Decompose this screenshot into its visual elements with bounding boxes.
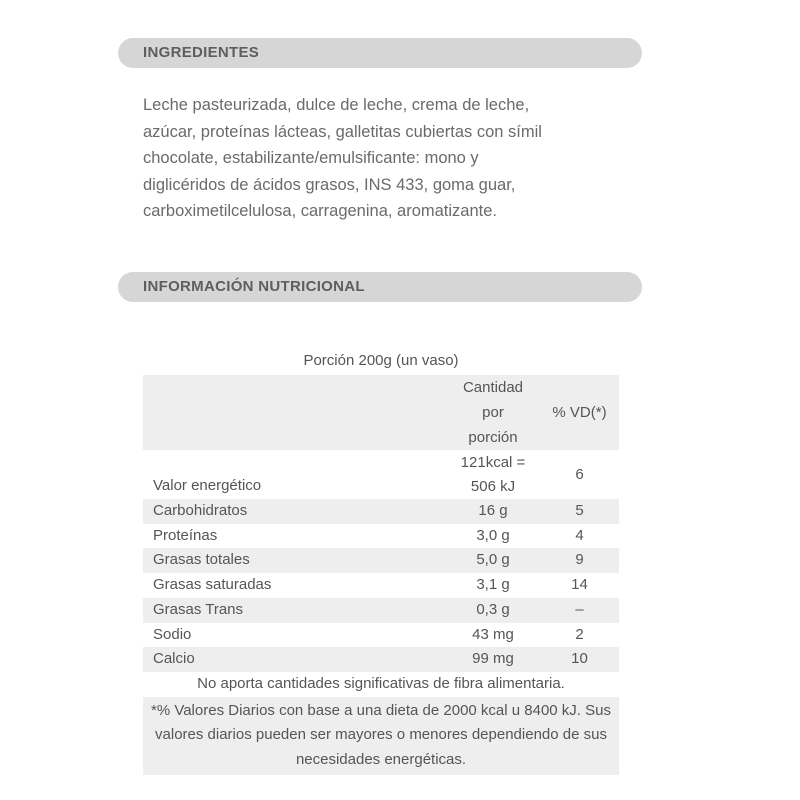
- table-row: [143, 623, 619, 648]
- nutrient-label: Grasas saturadas: [153, 576, 272, 594]
- ingredients-line: carboximetilcelulosa, carragenina, aromatizante.: [143, 202, 498, 220]
- ingredients-line: azúcar, proteínas lácteas, galletitas cubiertas con símil: [143, 122, 542, 141]
- fiber-note-row: [143, 672, 619, 697]
- table-row: [143, 598, 619, 623]
- ingredients-line: Leche pasteurizada, dulce de leche, crema de leche,: [143, 96, 530, 114]
- nutrient-amount: 3,0 g: [476, 526, 510, 544]
- amount-header-line: por: [482, 404, 504, 421]
- nutrient-label: Sodio: [153, 625, 192, 643]
- nutrient-dv: 5: [540, 499, 619, 524]
- nutrient-dv: –: [540, 598, 619, 623]
- nutrient-amount: 43 mg: [472, 625, 514, 643]
- dv-column-header: % VD(*): [540, 375, 619, 450]
- energy-kcal: 121kcal =: [460, 453, 526, 471]
- header-blank-cell: [143, 375, 446, 450]
- nutrient-dv: 14: [571, 576, 588, 594]
- energy-kj: 506 kJ: [470, 477, 516, 495]
- ingredients-text: [143, 92, 623, 225]
- nutrition-table: [143, 375, 619, 775]
- dv-footnote: *% Valores Diarios con base a una dieta de 2000 kcal u 8400 kJ. Sus valores diarios pueden ser mayores o menores dependiendo de sus necesidades energéticas.: [143, 697, 619, 775]
- table-row-energy: [143, 450, 619, 499]
- amount-header-line: Cantidad: [462, 379, 524, 396]
- ingredients-line: chocolate, estabilizante/emulsificante: mono y: [143, 149, 479, 167]
- table-row: [143, 524, 619, 549]
- nutrient-amount: 3,1 g: [476, 576, 510, 594]
- nutrient-label: Grasas Trans: [143, 598, 446, 623]
- table-row: [143, 573, 619, 598]
- ingredients-header: INGREDIENTES: [118, 38, 642, 68]
- table-header-row: [143, 375, 619, 450]
- nutrient-label: Valor energético: [153, 477, 262, 494]
- nutrient-amount: [446, 450, 540, 499]
- nutrient-dv: 2: [575, 625, 584, 643]
- ingredients-line: diglicéridos de ácidos grasos, INS 433, goma guar,: [143, 175, 516, 194]
- nutrient-label: Calcio: [143, 647, 446, 672]
- table-row: [143, 499, 619, 524]
- nutrient-dv: 10: [540, 647, 619, 672]
- nutrient-label: Proteínas: [153, 526, 218, 544]
- nutrient-dv: 6: [575, 465, 584, 483]
- nutrient-amount: 5,0 g: [446, 548, 540, 573]
- nutrient-label: Carbohidratos: [143, 499, 446, 524]
- amount-header-line: porción: [468, 429, 518, 446]
- nutrient-label: Grasas totales: [143, 548, 446, 573]
- nutrient-amount: 99 mg: [446, 647, 540, 672]
- fiber-note: No aporta cantidades significativas de fibra alimentaria.: [197, 674, 565, 692]
- table-row: [143, 647, 619, 672]
- nutrient-dv: 9: [540, 548, 619, 573]
- nutrient-dv: 4: [575, 526, 584, 544]
- amount-column-header: [446, 375, 540, 450]
- dv-footnote-row: [143, 697, 619, 775]
- table-row: [143, 548, 619, 573]
- nutrition-header: INFORMACIÓN NUTRICIONAL: [118, 272, 642, 302]
- nutrient-amount: 0,3 g: [446, 598, 540, 623]
- portion-caption: Porción 200g (un vaso): [303, 352, 459, 369]
- nutrient-amount: 16 g: [446, 499, 540, 524]
